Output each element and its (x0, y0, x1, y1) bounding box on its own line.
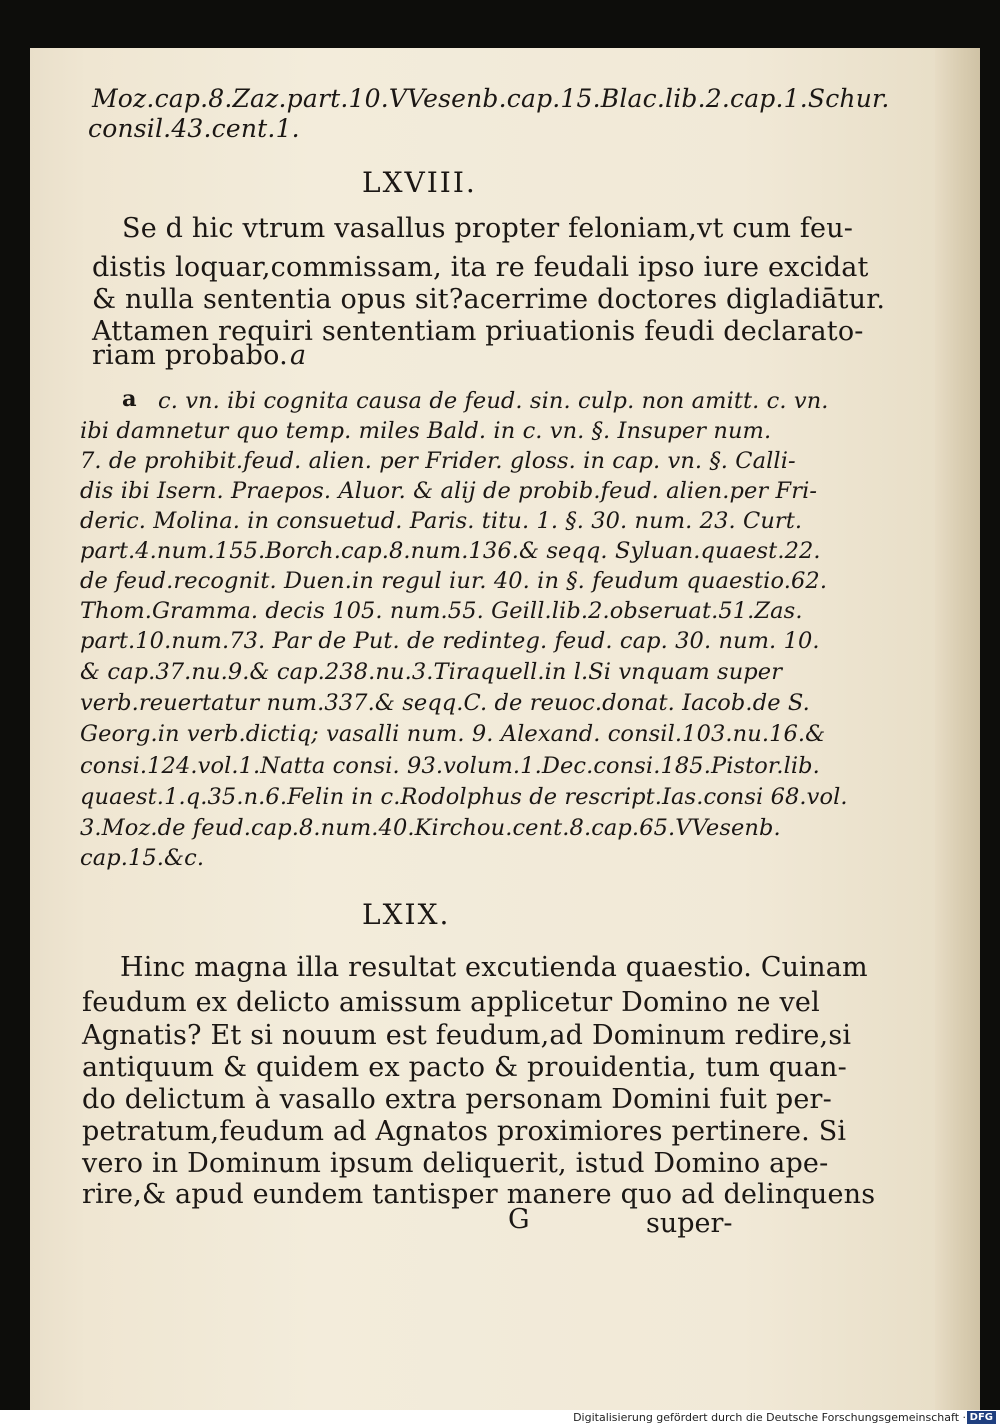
catchword: super- (646, 1208, 733, 1239)
footnote-line: part.4.num.155.Borch.cap.8.num.136.& seqq. Syluan.quaest.22. (80, 538, 821, 564)
footnote-line: part.10.num.73. Par de Put. de redinteg. feud. cap. 30. num. 10. (80, 628, 820, 654)
footnote-line: quaest.1.q.35.n.6.Felin in c.Rodolphus de rescript.Ias.consi 68.vol. (80, 784, 848, 810)
paragraph-line: Attamen requiri sententiam priuationis feudi declarato- (92, 316, 864, 347)
footnote-line: Thom.Gramma. decis 105. num.55. Geill.lib.2.obseruat.51.Zas. (80, 598, 803, 624)
footnote-line: & cap.37.nu.9.& cap.238.nu.3.Tiraquell.in l.Si vnquam super (80, 659, 783, 685)
digitization-credit: Digitalisierung gefördert durch die Deutsche Forschungsgemeinschaft · (573, 1411, 966, 1424)
footnote-line: cap.15.&c. (80, 845, 205, 871)
paragraph-line: riam probabo. (92, 340, 288, 371)
paragraph-line: petratum,feudum ad Agnatos proximiores pertinere. Si (82, 1116, 847, 1147)
header-reference-line-2: consil.43.cent.1. (88, 114, 300, 143)
footnote-marker: a (290, 340, 307, 371)
paragraph-line: do delictum à vasallo extra personam Domini fuit per- (82, 1084, 832, 1115)
dfg-logo: DFG (967, 1411, 996, 1424)
paragraph-line: rire,& apud eundem tantisper manere quo ad delinquens (82, 1179, 876, 1210)
paragraph-line: Agnatis? Et si nouum est feudum,ad Dominum redire,si (82, 1020, 852, 1051)
footnote-line: 3.Moz.de feud.cap.8.num.40.Kirchou.cent.8.cap.65.VVesenb. (80, 815, 781, 841)
footnote-line: verb.reuertatur num.337.& seqq.C. de reuoc.donat. Iacob.de S. (80, 690, 810, 716)
footnote-line: ibi damnetur quo temp. miles Bald. in c. vn. §. Insuper num. (80, 418, 772, 444)
footnote-line: de feud.recognit. Duen.in regul iur. 40. in §. feudum quaestio.62. (80, 568, 828, 594)
paragraph-line: Se d hic vtrum vasallus propter feloniam,vt cum feu- (122, 213, 854, 244)
footnote-line: deric. Molina. in consuetud. Paris. titu. 1. §. 30. num. 23. Curt. (80, 508, 803, 534)
footnote-line: dis ibi Isern. Praepos. Aluor. & alij de probib.feud. alien.per Fri- (80, 478, 818, 504)
paragraph-line: vero in Dominum ipsum deliquerit, istud Domino ape- (82, 1148, 829, 1179)
paragraph-line: & nulla sententia opus sit?acerrime doctores digladiātur. (92, 284, 886, 315)
footnote-line: consi.124.vol.1.Natta consi. 93.volum.1.Dec.consi.185.Pistor.lib. (80, 753, 820, 779)
paragraph-line: antiquum & quidem ex pacto & prouidentia, tum quan- (82, 1052, 847, 1083)
footnote-line: Georg.in verb.dictiq; vasalli num. 9. Alexand. consil.103.nu.16.& (80, 721, 826, 747)
footnote-label: a (122, 386, 137, 412)
paragraph-line: distis loquar,commissam, ita re feudali ipso iure excidat (92, 252, 869, 283)
header-reference-line-1: Moz.cap.8.Zaz.part.10.VVesenb.cap.15.Blac.lib.2.cap.1.Schur. (92, 84, 890, 113)
paragraph-line: Hinc magna illa resultat excutienda quaestio. Cuinam (120, 952, 868, 983)
signature-mark: G (508, 1204, 530, 1235)
section-heading-lxviii: LXVIII. (362, 166, 477, 199)
footnote-line: c. vn. ibi cognita causa de feud. sin. culp. non amitt. c. vn. (158, 388, 829, 414)
section-heading-lxix: LXIX. (362, 898, 451, 931)
footnote-line: 7. de prohibit.feud. alien. per Frider. gloss. in cap. vn. §. Calli- (80, 448, 796, 474)
page-edge-shadow (935, 48, 980, 1410)
paragraph-line: feudum ex delicto amissum applicetur Domino ne vel (82, 987, 820, 1018)
